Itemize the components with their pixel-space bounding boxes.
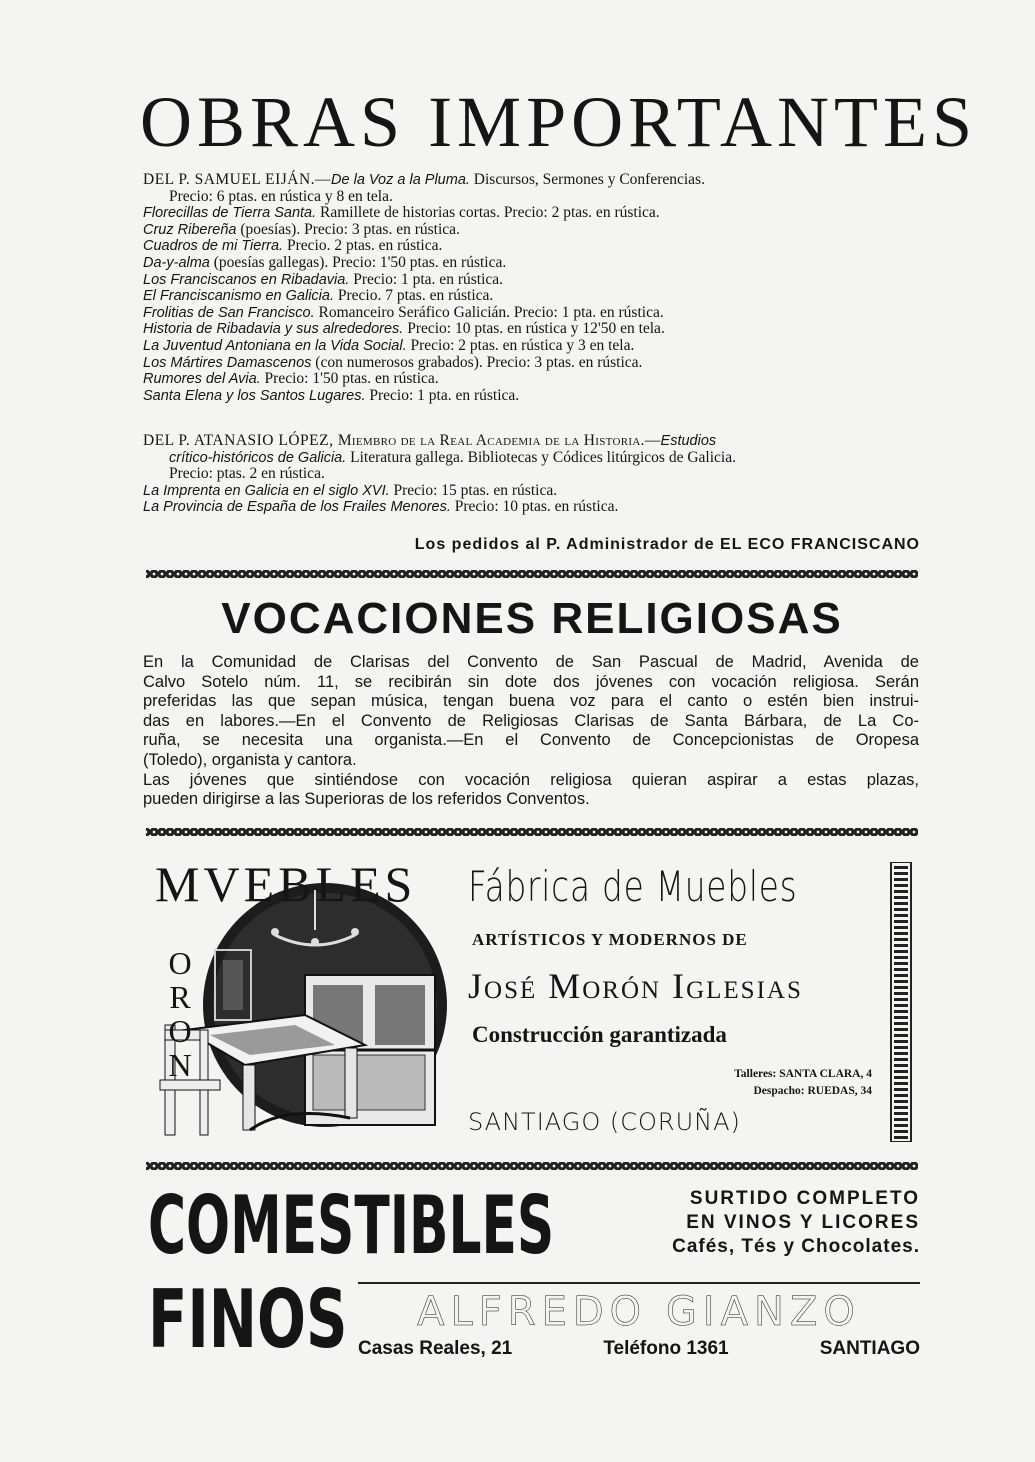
- stripe: [894, 974, 908, 977]
- stripe: [894, 950, 908, 953]
- list-item: [143, 238, 923, 255]
- paragraph-line: Las jóvenes que sintiéndose con vocación religiosa quieran aspirar a estas plazas,: [143, 770, 919, 789]
- work-title: Frolitias de San Francisco.: [143, 304, 315, 321]
- work-title: Los Mártires Damascenos: [143, 354, 312, 371]
- list-item: [143, 321, 923, 338]
- stripe: [894, 1040, 908, 1043]
- work-title: La Juventud Antoniana en la Vida Social.: [143, 337, 407, 354]
- stripe: [894, 1004, 908, 1007]
- stripe: [894, 1052, 908, 1055]
- list-item: [143, 255, 923, 272]
- stripe: [894, 980, 908, 983]
- list-item: [143, 433, 923, 450]
- stripe: [894, 1058, 908, 1061]
- logo-letter: R: [169, 979, 191, 1015]
- stripe: [894, 1016, 908, 1019]
- list-item: [143, 388, 923, 405]
- stripe: [894, 956, 908, 959]
- work-title: Estudios: [660, 433, 717, 449]
- work-title: Cuadros de mi Tierra.: [143, 238, 284, 255]
- list-item: [143, 288, 923, 305]
- list-item: [143, 222, 923, 239]
- stripe: [894, 926, 908, 929]
- stripe: [894, 1082, 908, 1085]
- stripe: [894, 968, 908, 971]
- stripe: [894, 866, 908, 869]
- stripe: [894, 944, 908, 947]
- work-details: Precio: 15 ptas. en rústica.: [389, 481, 558, 499]
- surtido-line: SURTIDO COMPLETO: [689, 1188, 920, 1209]
- work-details: (con numerosos grabados). Precio: 3 ptas. en rústica.: [311, 353, 643, 371]
- stripe: [894, 1064, 908, 1067]
- work-title: Rumores del Avia.: [143, 371, 261, 388]
- stripe: [894, 1088, 908, 1091]
- despacho-address: Despacho: RUEDAS, 34: [753, 1085, 872, 1097]
- stripe: [894, 890, 908, 893]
- contact-row: [358, 1338, 920, 1360]
- list-item: [143, 483, 923, 500]
- finos-heading: FINOS: [148, 1273, 348, 1366]
- stripe: [894, 1124, 908, 1127]
- stripe: [894, 1034, 908, 1037]
- work-details: Precio: 2 ptas. en rústica y 3 en tela.: [406, 336, 635, 354]
- work-details: Precio: 1 pta. en rústica.: [349, 270, 504, 288]
- list-item: [143, 305, 923, 322]
- logo-letter: O: [168, 1013, 192, 1049]
- stripe: [894, 986, 908, 989]
- furniture-illustration: [155, 880, 455, 1150]
- obras-list-lopez: [143, 433, 923, 516]
- author-eijan: DEL P. SAMUEL EIJÁN.—: [143, 171, 332, 188]
- stripe: [894, 1046, 908, 1049]
- stripe: [894, 1028, 908, 1031]
- work-title: Da-y-alma: [143, 254, 210, 271]
- work-details: Discursos, Sermones y Conferencias.: [469, 171, 705, 188]
- work-title: Los Franciscanos en Ribadavia.: [143, 271, 350, 288]
- stripe: [894, 920, 908, 923]
- list-item: [143, 172, 923, 189]
- muebles-logo: MVEBLES: [155, 856, 417, 912]
- paragraph-line: Calvo Sotelo núm. 11, se recibirán sin dote dos jóvenes con vocación religiosa. Serán: [143, 672, 919, 691]
- stripe: [894, 1100, 908, 1103]
- stripe: [894, 1070, 908, 1073]
- stripe: [894, 1118, 908, 1121]
- work-title: Cruz Ribereña: [143, 221, 237, 238]
- work-details: Precio. 2 ptas. en rústica.: [283, 237, 443, 255]
- vocaciones-heading: VOCACIONES RELIGIOSAS: [221, 594, 843, 643]
- work-title: La Provincia de España de los Frailes Menores.: [143, 499, 451, 516]
- list-item: [143, 450, 923, 467]
- work-details: Literatura gallega. Bibliotecas y Códices litúrgicos de Galicia.: [346, 448, 736, 466]
- orders-note: Los pedidos al P. Administrador de EL ECO FRANCISCANO: [414, 536, 920, 553]
- stripe: [894, 1010, 908, 1013]
- owner-name: José Morón Iglesias: [468, 966, 803, 1006]
- paragraph-line: preferidas las que sepan música, tengan buena voz para el canto o estén bien instrui-: [143, 692, 919, 711]
- ornamental-divider: [146, 828, 918, 836]
- work-details: (poesías). Precio: 3 ptas. en rústica.: [236, 220, 460, 238]
- work-details: (poesías gallegas). Precio: 1'50 ptas. en rústica.: [209, 253, 507, 271]
- list-item: [143, 371, 923, 388]
- author-affiliation: Miembro de la Real Academia de la Historia.—: [337, 432, 661, 449]
- paragraph-line: (Toledo), organista y cantora.: [143, 750, 357, 769]
- fabrica-headline: Fábrica de Muebles: [468, 862, 798, 911]
- addresses: [620, 1066, 872, 1100]
- stripe: [894, 1112, 908, 1115]
- decorative-side-bar: [889, 862, 913, 1142]
- fabrica-city: SANTIAGO (CORUÑA): [468, 1108, 741, 1136]
- list-item: [143, 338, 923, 355]
- work-title: Historia de Ribadavia y sus alrededores.: [143, 321, 404, 338]
- list-item: [143, 466, 923, 483]
- work-title: De la Voz a la Pluma.: [331, 172, 470, 188]
- work-details: Precio: 10 ptas. en rústica.: [450, 498, 619, 516]
- work-title: Santa Elena y los Santos Lugares.: [143, 387, 366, 404]
- work-details: Precio: 10 ptas. en rústica y 12'50 en tela.: [403, 320, 665, 338]
- stripe: [894, 872, 908, 875]
- paragraph-line: ruña, se necesita una organista.—En el Convento de Concepcionistas de Oropesa: [143, 731, 919, 750]
- stripe: [894, 884, 908, 887]
- work-details: Romanceiro Seráfico Galicián. Precio: 1 pta. en rústica.: [314, 303, 664, 321]
- list-item: [143, 205, 923, 222]
- author-lopez: DEL P. ATANASIO LÓPEZ,: [143, 432, 338, 449]
- stripe: [894, 896, 908, 899]
- work-title: La Imprenta en Galicia en el siglo XVI.: [143, 482, 390, 499]
- logo-letter: N: [168, 1047, 192, 1083]
- work-details: Precio: 6 ptas. en rústica y 8 en tela.: [169, 187, 393, 205]
- owner-name: ALFREDO GIANZO: [417, 1289, 861, 1335]
- work-price: Precio: ptas. 2 en rústica.: [169, 465, 325, 483]
- stripe: [894, 1094, 908, 1097]
- stripe: [894, 914, 908, 917]
- stripe: [894, 1106, 908, 1109]
- cafes-line: Cafés, Tés y Chocolates.: [672, 1236, 920, 1257]
- work-details: Precio. 7 ptas. en rústica.: [334, 287, 494, 305]
- stripe: [894, 1130, 908, 1133]
- work-title: Florecillas de Tierra Santa.: [143, 205, 317, 222]
- stripe: [894, 938, 908, 941]
- fabrica-subline: ARTÍSTICOS Y MODERNOS DE: [472, 930, 748, 949]
- stripe: [894, 998, 908, 1001]
- stripe: [894, 962, 908, 965]
- stripe: [894, 1022, 908, 1025]
- work-title: crítico-históricos de Galicia.: [169, 449, 347, 466]
- stripe: [894, 1136, 908, 1139]
- ornamental-divider: [146, 570, 918, 578]
- fabrica-tagline: Construcción garantizada: [472, 1022, 727, 1047]
- work-details: Precio: 1'50 ptas. en rústica.: [260, 370, 439, 388]
- talleres-address: Talleres: SANTA CLARA, 4: [734, 1068, 872, 1080]
- comestibles-heading: COMESTIBLES: [148, 1179, 555, 1272]
- surtido-line: EN VINOS Y LICORES: [686, 1212, 920, 1233]
- vocaciones-body: [143, 653, 919, 810]
- list-item: [143, 189, 923, 206]
- shop-city: SANTIAGO: [819, 1338, 920, 1359]
- logo-letter: O: [168, 945, 192, 981]
- obras-heading: OBRAS IMPORTANTES: [140, 82, 978, 162]
- moron-vertical-logo: [160, 912, 200, 1082]
- list-item: [143, 272, 923, 289]
- obras-list: [143, 172, 923, 404]
- paragraph-line: pueden dirigirse a las Superioras de los referidos Conventos.: [143, 790, 590, 809]
- work-details: Precio: 1 pta. en rústica.: [365, 386, 520, 404]
- stripe: [894, 902, 908, 905]
- work-title: El Franciscanismo en Galicia.: [143, 288, 334, 305]
- shop-phone: Teléfono 1361: [603, 1338, 729, 1359]
- shop-address: Casas Reales, 21: [358, 1338, 513, 1359]
- paragraph-line: En la Comunidad de Clarisas del Convento de San Pascual de Madrid, Avenida de: [143, 653, 919, 671]
- list-item: [143, 355, 923, 372]
- ornamental-divider: [146, 1162, 918, 1170]
- stripe: [894, 992, 908, 995]
- stripe: [894, 932, 908, 935]
- surtido-block: [626, 1187, 920, 1259]
- work-details: Ramillete de historias cortas. Precio: 2 ptas. en rústica.: [316, 204, 660, 222]
- stripe: [894, 878, 908, 881]
- list-item: [143, 499, 923, 516]
- divider-rule: [358, 1282, 920, 1284]
- stripe: [894, 1076, 908, 1079]
- stripe: [894, 908, 908, 911]
- paragraph-line: das en labores.—En el Convento de Religiosas Clarisas de Santa Bárbara, de La Co-: [143, 711, 919, 730]
